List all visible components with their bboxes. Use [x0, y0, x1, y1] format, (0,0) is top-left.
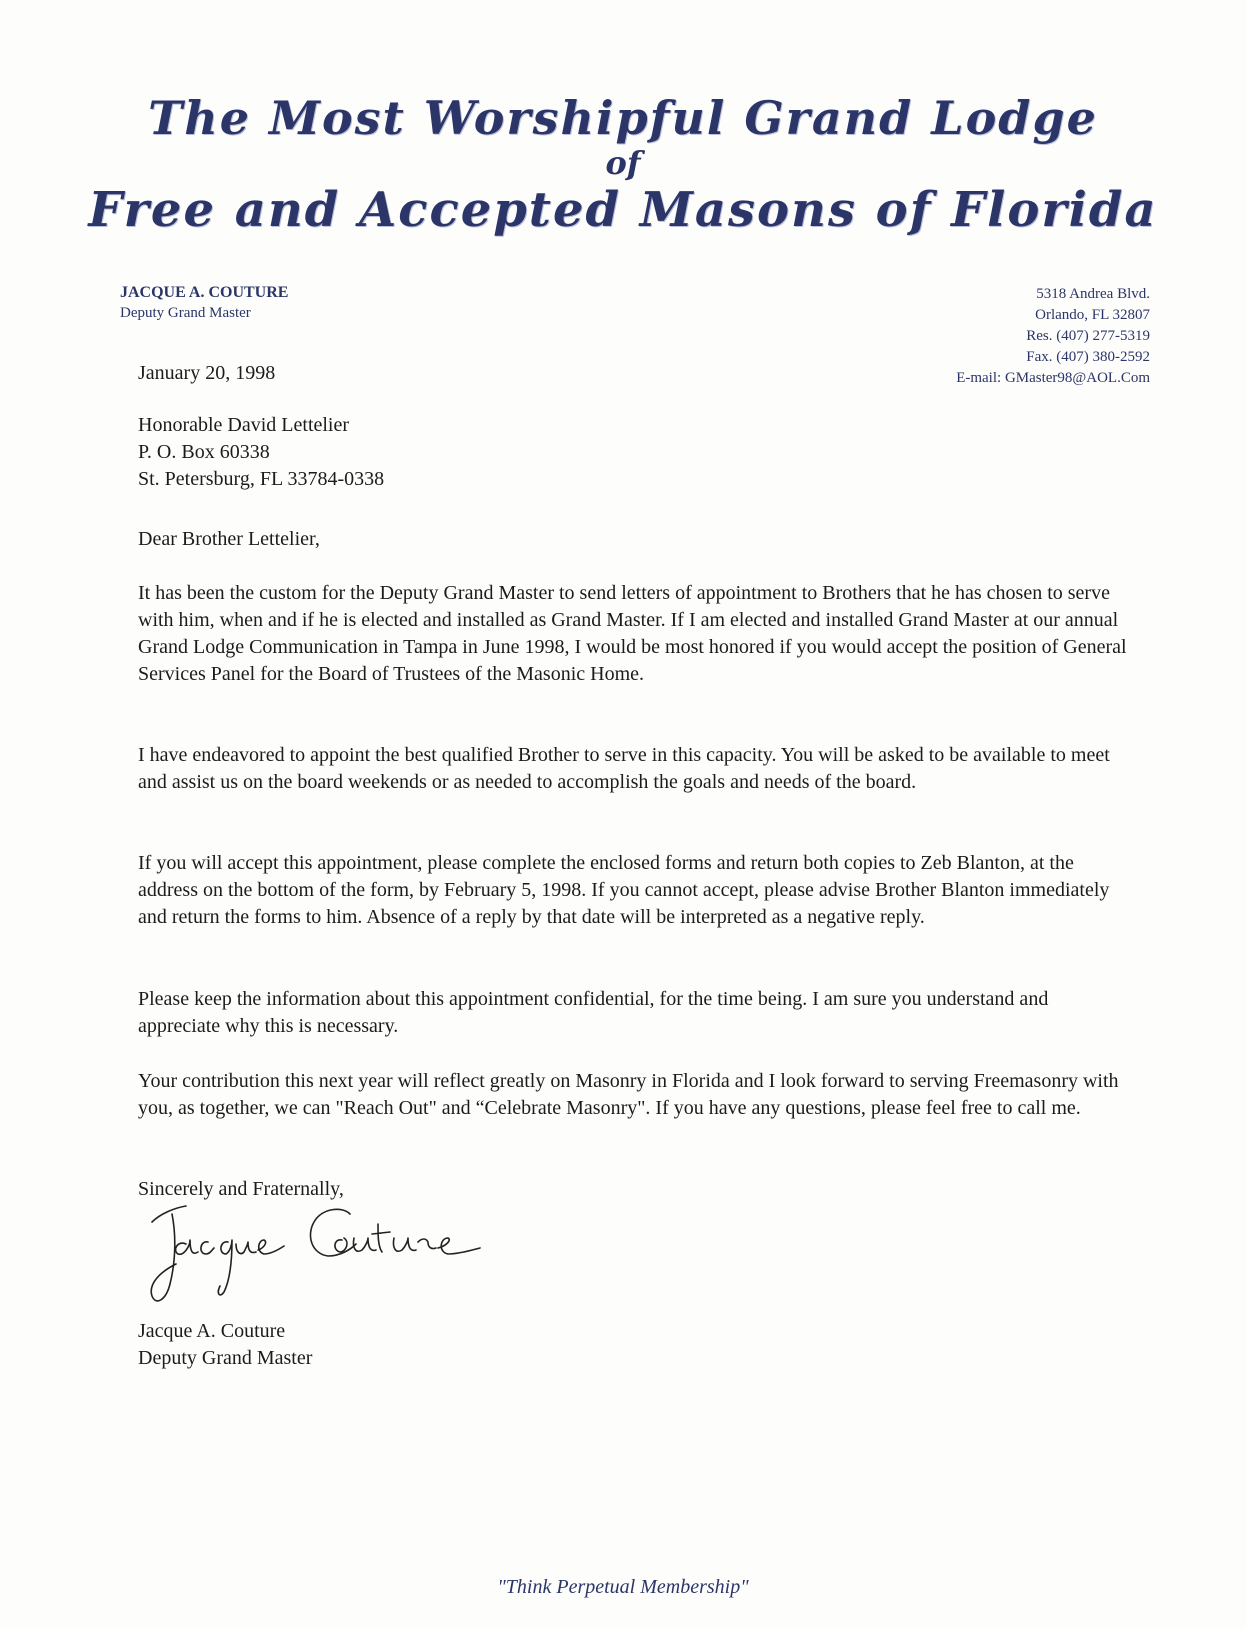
contact-res-phone: Res. (407) 277-5319: [1026, 328, 1150, 344]
recipient-po-box: P. O. Box 60338: [138, 441, 270, 463]
recipient-city: St. Petersburg, FL 33784-0338: [138, 468, 385, 490]
signer-title: Deputy Grand Master: [138, 1347, 313, 1369]
contact-city: Orlando, FL 32807: [1035, 307, 1150, 323]
signer-block: [138, 1318, 312, 1372]
letter-date: January 20, 1998: [138, 362, 276, 384]
body-paragraph: I have endeavored to appoint the best qualified Brother to serve in this capacity. You will be asked to be available to meet and assist us on the board weekends or as needed to accomplish the goals and needs of the board.: [138, 744, 1110, 793]
contact-fax: Fax. (407) 380-2592: [1026, 349, 1150, 365]
salutation: Dear Brother Lettelier,: [138, 528, 320, 550]
letterhead-of: of: [605, 144, 641, 182]
letterhead-line-1: The Most Worshipful Grand Lodge: [148, 91, 1098, 145]
handwritten-signature: [146, 1200, 486, 1312]
contact-street: 5318 Andrea Blvd.: [1036, 286, 1150, 302]
closing: Sincerely and Fraternally,: [138, 1178, 344, 1200]
signer-name: Jacque A. Couture: [138, 1320, 286, 1342]
footer-motto: "Think Perpetual Membership": [497, 1576, 749, 1598]
body-paragraph: If you will accept this appointment, please complete the enclosed forms and return both copies to Zeb Blanton, at the address on the bottom of the form, by February 5, 1998. If you cannot accept, please advise Brother Blanton immediately and return the forms to him. Absence of a reply by that date will be interpreted as a negative reply.: [138, 852, 1110, 928]
sender-name: JACQUE A. COUTURE: [120, 284, 289, 301]
letterhead: [0, 92, 1246, 238]
letterhead-line-2: Free and Accepted Masons of Florida: [88, 182, 1158, 238]
recipient-name: Honorable David Lettelier: [138, 414, 350, 436]
body-paragraph: Please keep the information about this appointment confidential, for the time being. I am sure you understand and appreciate why this is necessary.: [138, 988, 1049, 1037]
body-paragraph: Your contribution this next year will reflect greatly on Masonry in Florida and I look forward to serving Freemasonry with you, as together, we can "Reach Out" and “Celebrate Masonry". If you have any questions, please feel free to call me.: [138, 1070, 1119, 1119]
body-paragraph: It has been the custom for the Deputy Grand Master to send letters of appointment to Brothers that he has chosen to serve with him, when and if he is elected and installed as Grand Master. If I am elected and installed Grand Master at our annual Grand Lodge Communication in Tampa in June 1998, I would be most honored if you would accept the position of General Services Panel for the Board of Trustees of the Masonic Home.: [138, 582, 1127, 685]
sender-title: Deputy Grand Master: [120, 305, 251, 321]
sender-block: [120, 282, 288, 323]
recipient-address: [138, 412, 384, 493]
contact-block: [956, 284, 1150, 389]
contact-email: E-mail: GMaster98@AOL.Com: [956, 370, 1150, 386]
